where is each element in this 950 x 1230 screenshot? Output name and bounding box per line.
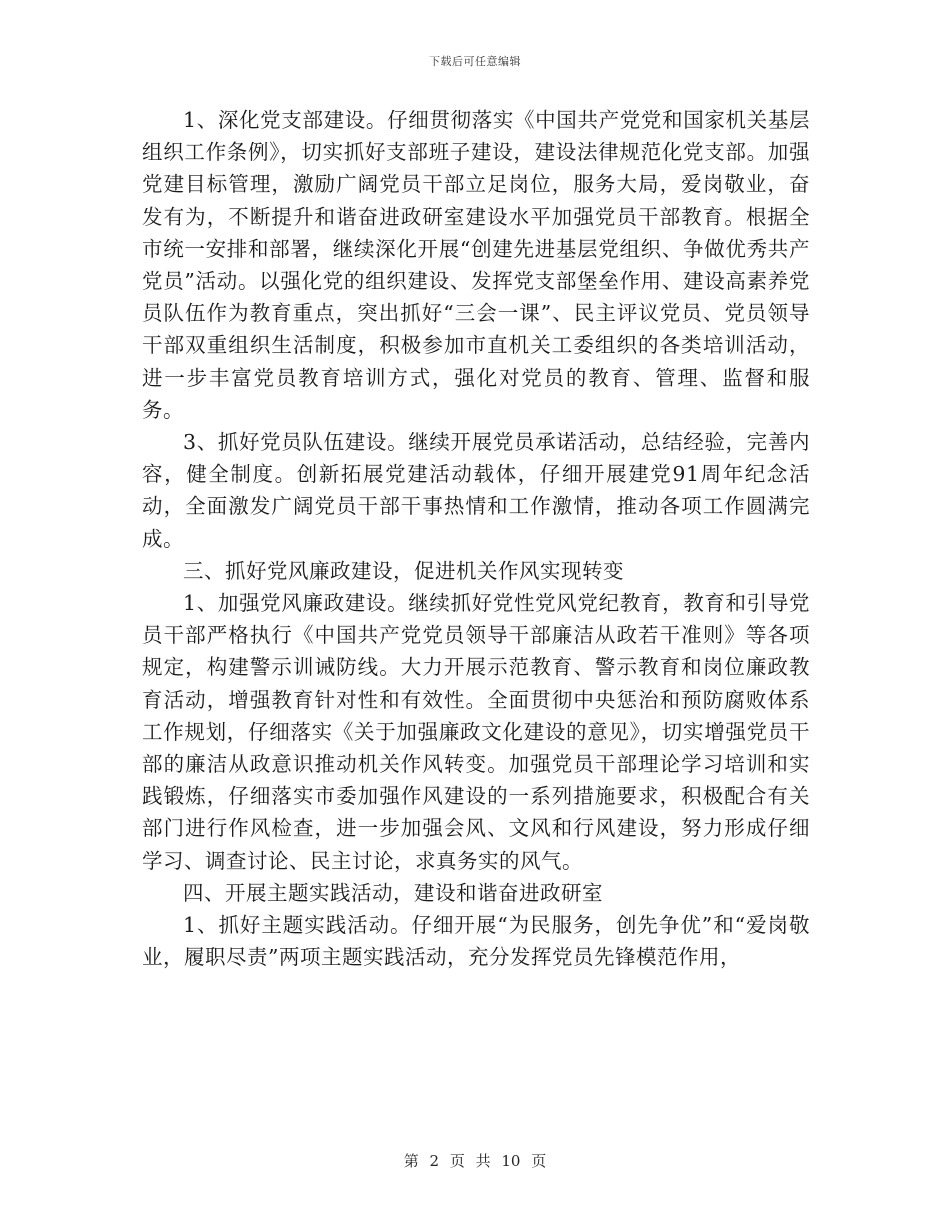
paragraph-clean-governance: 1、加强党风廉政建设。继续抓好党性党风党纪教育，教育和引导党员干部严格执行《中国共产党党员领导干部廉洁从政若干准则》等各项规定，构建警示训诫防线。大力开展示范教育、警示教育和岗位廉政教育活动，增强教育针对性和有效性。全面贯彻中央惩治和预防腐败体系工作规划，仔细落实《关于加强廉政文化建设的意见》，切实增强党员干部的廉洁从政意识推动机关作风转变。加强党员干部理论学习培训和实践锻炼，仔细落实市委加强作风建设的一系列措施要求，积极配合有关部门进行作风检查，进一步加强会风、文风和行风建设，努力形成仔细学习、调查讨论、民主讨论，求真务实的风气。 [142,591,810,873]
paragraph-theme-practice: 1、抓好主题实践活动。仔细开展“为民服务，创先争优”和“爱岗敬业，履职尽责”两项主题实践活动，充分发挥党员先锋模范作用， [142,913,810,970]
page-number-footer: 第 2 页 共 10 页 [403,1152,547,1170]
section-heading-clean-governance: 三、抓好党风廉政建设，促进机关作风实现转变 [183,558,624,583]
page-header-note: 下载后可任意编辑 [429,55,521,68]
section-heading-theme-practice: 四、开展主题实践活动，建设和谐奋进政研室 [183,880,603,905]
paragraph-member-team-building: 3、抓好党员队伍建设。继续开展党员承诺活动，总结经验，完善内容，健全制度。创新拓展党建活动载体，仔细开展建党91周年纪念活动，全面激发广阔党员干部干事热情和工作激情，推动各项工作圆满完成。 [142,430,810,551]
document-body [142,104,810,973]
paragraph-party-branch-building: 1、深化党支部建设。仔细贯彻落实《中国共产党党和国家机关基层组织工作条例》，切实抓好支部班子建设，建设法律规范化党支部。加强党建目标管理，激励广阔党员干部立足岗位，服务大局，爱岗敬业，奋发有为，不断提升和谐奋进政研室建设水平加强党员干部教育。根据全市统一安排和部署，继续深化开展“创建先进基层党组织、争做优秀共产党员”活动。以强化党的组织建设、发挥党支部堡垒作用、建设高素养党员队伍作为教育重点，突出抓好“三会一课”、民主评议党员、党员领导干部双重组织生活制度，积极参加市直机关工委组织的各类培训活动，进一步丰富党员教育培训方式，强化对党员的教育、管理、监督和服务。 [142,108,810,422]
